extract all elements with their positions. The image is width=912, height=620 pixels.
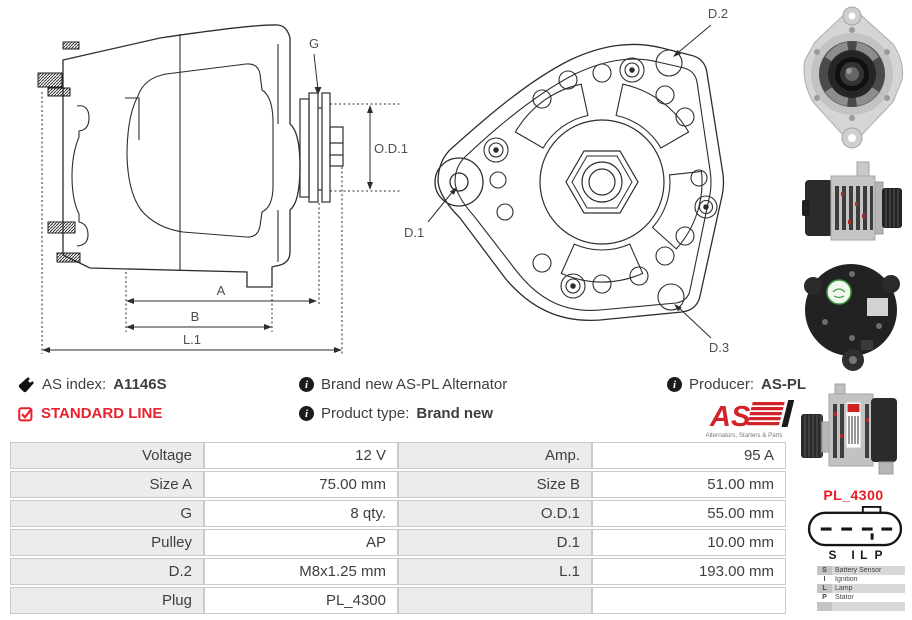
logo-stripes [747,400,794,427]
producer-info [667,376,806,393]
producer-label: Producer: [689,376,755,393]
dim-label-d3: D.3 [708,340,730,355]
alternator-side-outline [63,25,300,287]
vent-slots [515,84,702,282]
spec-row [10,587,786,614]
dim-label-b: B [190,309,200,324]
spec-label-cell: Voltage [10,442,204,469]
legend-row: I Ignition [817,575,905,584]
spec-value-cell [592,587,786,614]
dim-label-d1: D.1 [404,225,425,240]
spec-label-cell: G [10,500,204,527]
info-icon: i [299,377,314,392]
side-view-technical-drawing [8,4,408,366]
rotor-and-shaft [540,120,664,244]
product-photo-rear [795,252,909,374]
spec-value-cell: 55.00 mm [592,500,786,527]
as-index-label: AS index: [42,376,107,393]
legend-row [817,602,905,611]
spec-row [10,500,786,527]
standard-line-info [18,405,162,422]
dim-label-a: A [216,283,226,298]
spec-label-cell: Pulley [10,529,204,556]
leader-lines [428,25,711,338]
spec-label-cell: Plug [10,587,204,614]
spec-label-cell: Size B [398,471,592,498]
product-type-info [299,405,493,422]
spec-table [10,440,786,616]
as-index-value: A1146S [113,376,167,393]
brand-new-text: Brand new AS-PL Alternator [321,376,508,393]
info-icon: i [299,406,314,421]
product-type-value: Brand new [416,405,494,422]
as-pl-logo [694,397,794,441]
spec-value-cell: 193.00 mm [592,558,786,585]
pin-label-l: L [860,548,868,562]
standard-line-label: STANDARD LINE [41,405,163,422]
spec-row [10,558,786,585]
as-index-info [18,376,167,393]
producer-value: AS-PL [761,376,807,393]
product-photo-front [795,2,909,154]
legend-row: S Battery Sensor [817,566,905,575]
spec-value-cell: 75.00 mm [204,471,398,498]
legend-row: P Stator [817,593,905,602]
spec-row [10,529,786,556]
spec-value-cell: 12 V [204,442,398,469]
spec-value-cell: 8 qty. [204,500,398,527]
plug-legend-table [817,566,905,611]
product-photo-side-right [795,158,909,252]
dimension-lines [42,54,400,354]
plug-pin-labels [806,548,904,562]
spec-value-cell: 10.00 mm [592,529,786,556]
tag-icon [18,376,35,393]
info-icon: i [667,377,682,392]
checkbox-icon [18,406,34,422]
dim-label-l1: L.1 [182,332,202,347]
product-photo-side-left [795,378,909,482]
brand-new-info [299,376,507,393]
logo-tagline: Alternators, Starters & Parts [705,432,783,439]
dim-label-d2: D.2 [707,6,729,21]
plug-diagram [806,504,904,548]
spec-label-cell: Amp. [398,442,592,469]
spec-label-cell: D.1 [398,529,592,556]
pin-label-s: S [828,548,837,562]
spec-row [10,471,786,498]
plug-name: PL_4300 [823,487,884,503]
rear-studs [38,42,80,262]
spec-label-cell: D.2 [10,558,204,585]
product-type-label: Product type: [321,405,410,422]
legend-row: L Lamp [817,584,905,593]
spec-value-cell: 95 A [592,442,786,469]
dimension-arrowheads [42,87,373,353]
dim-label-g: G [308,36,320,51]
pulley [300,93,343,202]
screw-heads [484,50,717,310]
pin-label-i: I [851,548,855,562]
spec-row [10,442,786,469]
pin-label-p: P [874,548,883,562]
spec-label-cell: O.D.1 [398,500,592,527]
dim-label-od1: O.D.1 [374,141,408,156]
spec-value-cell: M8x1.25 mm [204,558,398,585]
spec-label-cell [398,587,592,614]
logo-text: AS [710,401,751,433]
spec-value-cell: 51.00 mm [592,471,786,498]
spec-value-cell: AP [204,529,398,556]
front-view-technical-drawing [402,0,794,372]
bolt-holes [490,64,707,293]
spec-label-cell: L.1 [398,558,592,585]
spec-label-cell: Size A [10,471,204,498]
spec-value-cell: PL_4300 [204,587,398,614]
